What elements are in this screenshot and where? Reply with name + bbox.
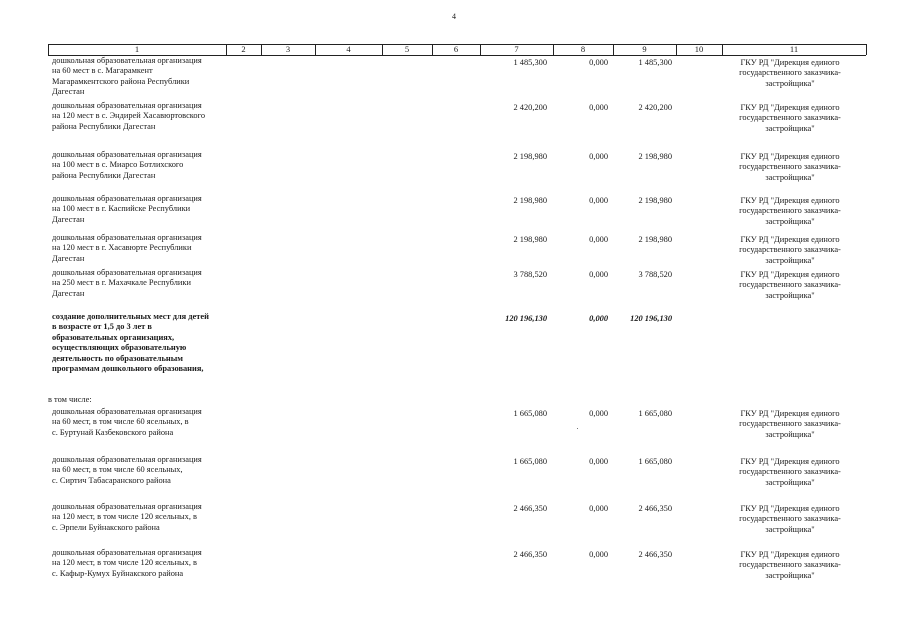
state-customer: ГКУ РД "Дирекция единого государственного заказчика- застройщика": [739, 550, 841, 580]
amount-col7: 2 198,980: [513, 196, 547, 205]
scan-speck: [577, 428, 578, 429]
amount-col7: 1 665,080: [513, 457, 547, 466]
amount-col7: 2 198,980: [513, 152, 547, 161]
state-customer: ГКУ РД "Дирекция единого государственного заказчика- застройщика": [739, 196, 841, 226]
organization-description: дошкольная образовательная организация на 60 мест, в том числе 60 ясельных, с. Сиртич Табасаранского района: [52, 455, 202, 485]
including-label: в том числе:: [48, 395, 92, 404]
amount-col7: 2 198,980: [513, 235, 547, 244]
column-number-8: 8: [580, 44, 586, 54]
organization-description: дошкольная образовательная организация на 60 мест в с. Магарамкент Магарамкентского района Республики Дагестан: [52, 56, 202, 97]
amount-col9: 2 466,350: [638, 550, 672, 559]
amount-col7: 2 466,350: [513, 504, 547, 513]
organization-description: дошкольная образовательная организация на 60 мест, в том числе 60 ясельных, в с. Буртунай Казбековского района: [52, 407, 202, 437]
state-customer: ГКУ РД "Дирекция единого государственного заказчика- застройщика": [739, 409, 841, 439]
amount-col8: 0,000: [589, 457, 608, 466]
summary-amount-col8: 0,000: [589, 314, 608, 323]
amount-col9: 1 665,080: [638, 457, 672, 466]
state-customer: ГКУ РД "Дирекция единого государственного заказчика- застройщика": [739, 152, 841, 182]
column-number-10: 10: [694, 44, 704, 54]
column-number-3: 3: [285, 44, 291, 54]
state-customer: ГКУ РД "Дирекция единого государственного заказчика- застройщика": [739, 457, 841, 487]
amount-col9: 2 198,980: [638, 152, 672, 161]
amount-col7: 1 665,080: [513, 409, 547, 418]
organization-description: дошкольная образовательная организация на 120 мест в г. Хасавюрте Республики Дагестан: [52, 233, 202, 263]
column-number-11: 11: [789, 44, 799, 54]
amount-col8: 0,000: [589, 235, 608, 244]
summary-amount-col7: 120 196,130: [505, 314, 547, 323]
amount-col9: 1 665,080: [638, 409, 672, 418]
organization-description: дошкольная образовательная организация на 120 мест в с. Эндирей Хасавюртовского района Республики Дагестан: [52, 101, 206, 131]
amount-col9: 3 788,520: [638, 270, 672, 279]
amount-col9: 1 485,300: [638, 58, 672, 67]
summary-description: создание дополнительных мест для детей в возрасте от 1,5 до 3 лет в образовательных организациях, осуществляющих образовательную деятельность по образовательным программам дошкольного образования,: [52, 312, 209, 374]
column-number-2: 2: [241, 44, 246, 54]
organization-description: дошкольная образовательная организация на 120 мест, в том числе 120 ясельных, в с. Эрпели Буйнакского района: [52, 502, 202, 532]
column-number-7: 7: [514, 44, 519, 54]
state-customer: ГКУ РД "Дирекция единого государственного заказчика- застройщика": [739, 270, 841, 300]
amount-col9: 2 198,980: [638, 235, 672, 244]
column-number-4: 4: [346, 44, 351, 54]
column-number-9: 9: [642, 44, 647, 54]
amount-col8: 0,000: [589, 152, 608, 161]
column-number-1: 1: [134, 44, 140, 54]
state-customer: ГКУ РД "Дирекция единого государственного заказчика- застройщика": [739, 504, 841, 534]
amount-col8: 0,000: [589, 196, 608, 205]
summary-amount-col9: 120 196,130: [630, 314, 672, 323]
organization-description: дошкольная образовательная организация на 120 мест, в том числе 120 ясельных, в с. Кафыр-Кумух Буйнакского района: [52, 548, 202, 578]
amount-col8: 0,000: [589, 270, 608, 279]
amount-col7: 2 466,350: [513, 550, 547, 559]
state-customer: ГКУ РД "Дирекция единого государственного заказчика- застройщика": [739, 103, 841, 133]
organization-description: дошкольная образовательная организация на 100 мест в с. Миарсо Ботлихского района Республики Дагестан: [52, 150, 202, 180]
amount-col7: 3 788,520: [513, 270, 547, 279]
amount-col7: 1 485,300: [513, 58, 547, 67]
state-customer: ГКУ РД "Дирекция единого государственного заказчика- застройщика": [739, 58, 841, 88]
state-customer: ГКУ РД "Дирекция единого государственного заказчика- застройщика": [739, 235, 841, 265]
page-number: 4: [452, 12, 456, 21]
amount-col8: 0,000: [589, 103, 608, 112]
amount-col9: 2 466,350: [638, 504, 672, 513]
amount-col9: 2 420,200: [638, 103, 672, 112]
organization-description: дошкольная образовательная организация на 250 мест в г. Махачкале Республики Дагестан: [52, 268, 202, 298]
column-number-6: 6: [453, 44, 459, 54]
amount-col8: 0,000: [589, 58, 608, 67]
organization-description: дошкольная образовательная организация на 100 мест в г. Каспийске Республики Дагестан: [52, 194, 202, 224]
amount-col8: 0,000: [589, 409, 608, 418]
column-divider: [866, 44, 867, 55]
amount-col8: 0,000: [589, 550, 608, 559]
column-number-5: 5: [404, 44, 410, 54]
amount-col9: 2 198,980: [638, 196, 672, 205]
amount-col7: 2 420,200: [513, 103, 547, 112]
amount-col8: 0,000: [589, 504, 608, 513]
